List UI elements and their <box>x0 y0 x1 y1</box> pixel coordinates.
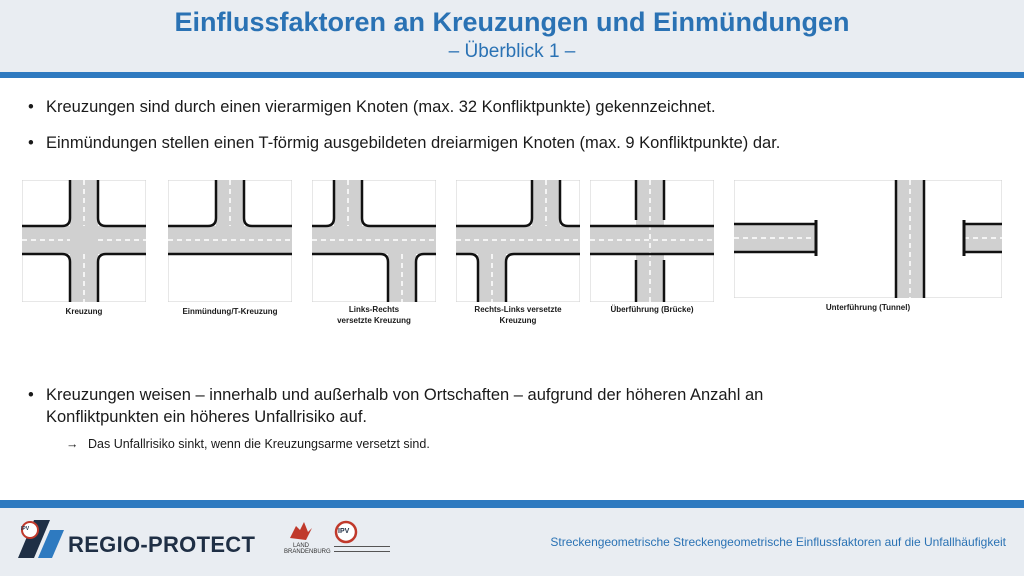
caption-line-1: Links-Rechts <box>348 305 400 314</box>
diagram-kreuzung <box>22 180 146 302</box>
bullet-text: Einmündungen stellen einen T-förmig ausgebildeten dreiarmigen Knoten (max. 9 Konfliktpunkte) dar. <box>46 134 781 152</box>
land-brandenburg-eagle-icon <box>288 520 314 542</box>
caption-einmuendung: Einmündung/T-Kreuzung <box>182 307 278 316</box>
diagram-links-rechts <box>312 180 436 302</box>
page-title: Einflussfaktoren an Kreuzungen und Einmündungen <box>174 7 850 37</box>
ipv-logo-label: IPV <box>338 528 350 535</box>
caption-kreuzung: Kreuzung <box>65 307 103 316</box>
caption-line-2: Kreuzung <box>499 316 537 325</box>
brand-name: REGIO-PROTECT <box>68 532 256 557</box>
diagram-ueberfuehrung <box>590 180 714 302</box>
bullet-dot: • <box>28 134 34 152</box>
caption-line-1: Rechts-Links versetzte <box>474 305 562 314</box>
bullet-dot: • <box>28 98 34 116</box>
page-subtitle: – Überblick 1 – <box>448 41 576 62</box>
header-rule <box>0 72 1024 78</box>
caption-rechts-links <box>456 304 580 326</box>
regio-protect-logo-icon <box>16 516 66 560</box>
ipv-mini-label: IPV <box>21 526 30 532</box>
sub-bullet-text: Das Unfallrisiko sinkt, wenn die Kreuzungsarme versetzt sind. <box>88 437 430 451</box>
caption-line-2: versetzte Kreuzung <box>337 316 411 325</box>
bullet-text: Konfliktpunkten ein höheres Unfallrisiko auf. <box>46 408 368 426</box>
caption-unterfuehrung: Unterführung (Tunnel) <box>825 303 911 312</box>
caption-ueberfuehrung: Überführung (Brücke) <box>610 305 694 314</box>
ipv-logo-lines <box>334 546 390 552</box>
land-line-1: LAND <box>292 543 309 549</box>
diagram-unterfuehrung <box>734 180 1002 298</box>
footer-rule <box>0 500 1024 508</box>
land-label <box>284 543 331 555</box>
arrow-icon: → <box>66 437 79 451</box>
bullet-text: Kreuzungen weisen – innerhalb und außerhalb von Ortschaften – aufgrund der höheren Anzahl an <box>46 386 764 404</box>
bullet-text: Kreuzungen sind durch einen vierarmigen Knoten (max. 32 Konfliktpunkte) gekennzeichnet. <box>46 98 716 116</box>
diagram-einmuendung <box>168 180 292 302</box>
footer-text: Streckengeometrische Streckengeometrische Einflussfaktoren auf die Unfallhäufigkeit <box>550 535 1006 549</box>
caption-links-rechts <box>312 304 436 326</box>
diagram-rechts-links <box>456 180 580 302</box>
bullet-dot: • <box>28 386 34 404</box>
land-line-2: BRANDENBURG <box>284 549 331 555</box>
